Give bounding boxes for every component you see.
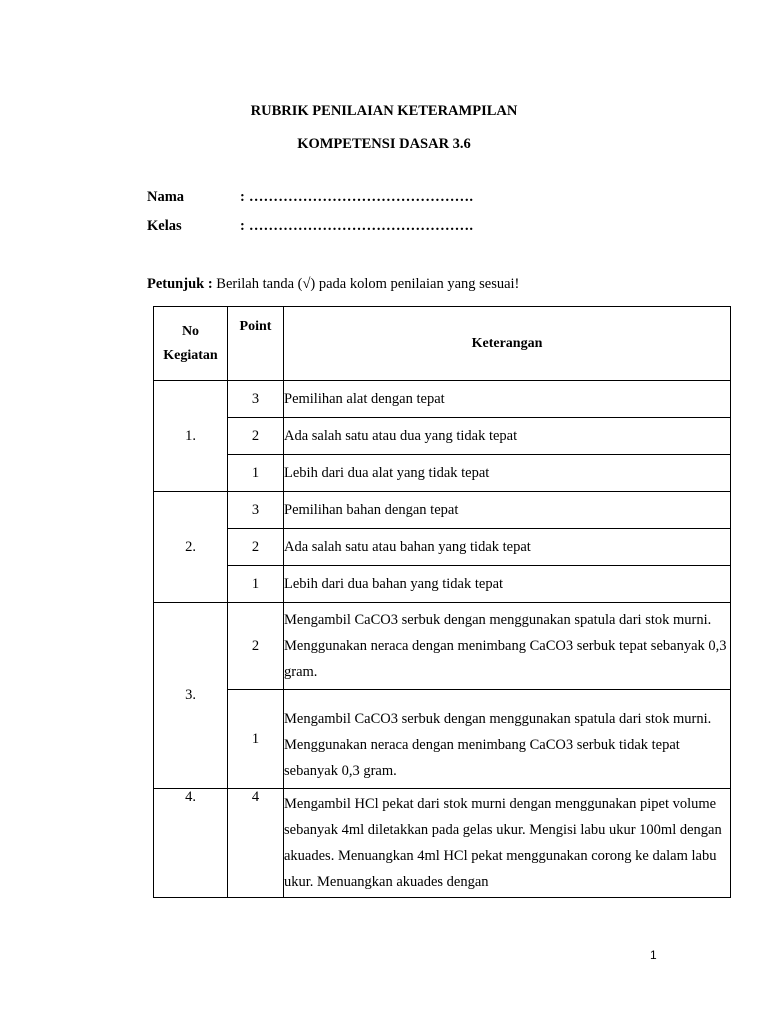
point-cell: 3 [228,381,284,418]
keterangan-cell: Mengambil CaCO3 serbuk dengan menggunakan spatula dari stok murni. Menggunakan neraca dengan menimbang CaCO3 serbuk tidak tepat sebanyak 0,3 gram. [284,690,731,789]
instruction [147,276,519,293]
point-cell: 2 [228,529,284,566]
field-value-nama: : ………………………………………. [240,189,474,205]
table-row [154,492,731,529]
keterangan-cell: Ada salah satu atau bahan yang tidak tepat [284,529,731,566]
keterangan-cell: Pemilihan alat dengan tepat [284,381,731,418]
keterangan-cell: Mengambil HCl pekat dari stok murni dengan menggunakan pipet volume sebanyak 4ml diletakkan pada gelas ukur. Mengisi labu ukur 100ml dengan akuades. Menuangkan 4ml HCl pekat menggunakan corong ke dalam labu ukur. Menuangkan akuades dengan [284,789,731,898]
field-label-kelas: Kelas [147,218,182,234]
table-row [154,566,731,603]
point-cell: 4 [228,789,284,898]
group-no-4: 4. [154,789,228,898]
header-keterangan: Keterangan [284,307,731,381]
table-row [154,418,731,455]
table-row [154,690,731,789]
group-no-3: 3. [154,603,228,789]
point-cell: 2 [228,603,284,690]
point-cell: 1 [228,566,284,603]
instruction-text: Berilah tanda (√) pada kolom penilaian yang sesuai! [212,276,520,292]
page-number: 1 [650,948,657,962]
point-cell: 1 [228,455,284,492]
table-row [154,789,731,898]
rubric-table [153,306,731,898]
table-row [154,529,731,566]
header-no-label: No [181,323,200,339]
table-row [154,455,731,492]
keterangan-cell: Lebih dari dua alat yang tidak tepat [284,455,731,492]
point-cell: 1 [228,690,284,789]
table-header-row [154,307,731,381]
document-subtitle: KOMPETENSI DASAR 3.6 [297,136,471,152]
header-kegiatan-label: Kegiatan [163,347,218,363]
point-cell: 3 [228,492,284,529]
group-no-1: 1. [154,381,228,492]
instruction-label: Petunjuk : [147,276,213,292]
field-value-kelas: : ………………………………………. [240,218,474,234]
document-title: RUBRIK PENILAIAN KETERAMPILAN [250,103,518,119]
header-point: Point [228,307,284,381]
header-no-kegiatan [154,307,228,381]
table-row [154,381,731,418]
keterangan-cell: Ada salah satu atau dua yang tidak tepat [284,418,731,455]
table-row [154,603,731,690]
keterangan-cell: Pemilihan bahan dengan tepat [284,492,731,529]
keterangan-cell: Lebih dari dua bahan yang tidak tepat [284,566,731,603]
keterangan-cell: Mengambil CaCO3 serbuk dengan menggunakan spatula dari stok murni. Menggunakan neraca dengan menimbang CaCO3 serbuk tepat sebanyak 0,3 gram. [284,603,731,690]
field-label-nama: Nama [147,189,185,205]
point-cell: 2 [228,418,284,455]
group-no-2: 2. [154,492,228,603]
